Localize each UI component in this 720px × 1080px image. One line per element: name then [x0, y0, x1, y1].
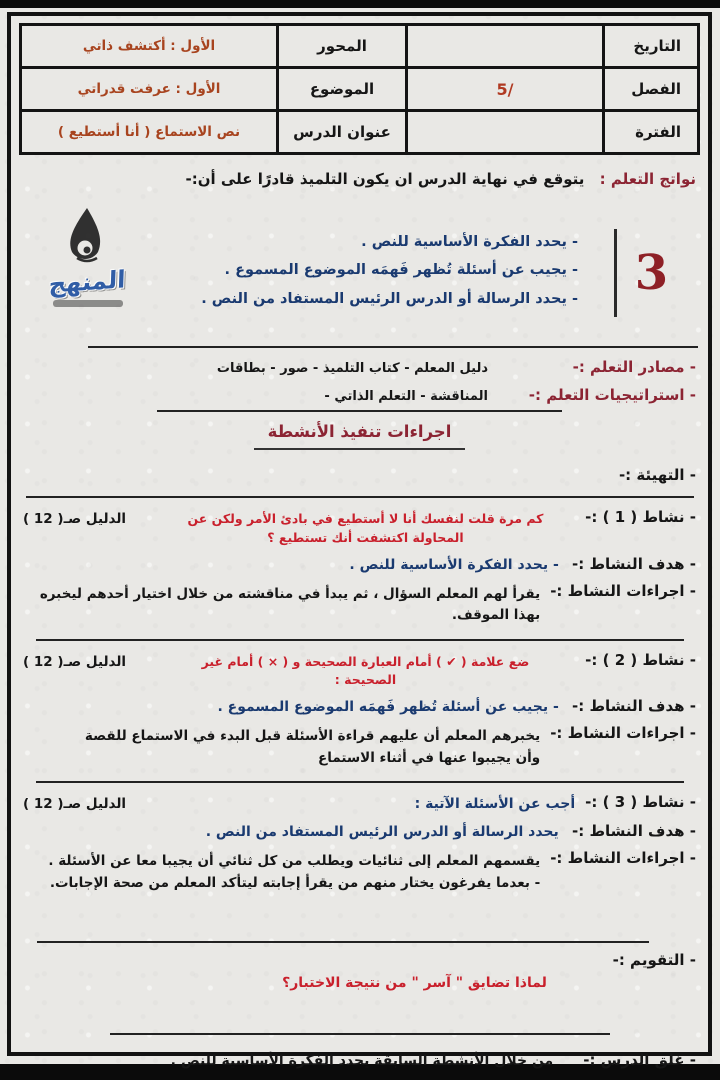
step-line: يقسمهم المعلم إلى ثنائيات ويطلب من كل ثنائي أن يجيبا معا عن الأسئلة . — [48, 853, 541, 870]
activity-3-prompt: أجب عن الأسئلة الآتية : — [414, 796, 576, 813]
activity-1 — [19, 508, 700, 627]
period-label: الفترة — [605, 112, 697, 152]
resources-row — [23, 358, 696, 376]
activity-3 — [19, 793, 700, 894]
goal-label: - هدف النشاط :- — [572, 554, 696, 573]
subject-label: الموضوع — [279, 69, 405, 109]
steps-label: - اجراءات النشاط :- — [550, 849, 696, 868]
period-value — [408, 112, 602, 152]
goal-text: - يحدد الفكرة الأساسية للنص . — [349, 556, 559, 573]
activity-2-prompt: ضع علامة ( ✔ ) أمام العبارة الصحيحة و ( × ) أمام غير الصحيحة : — [201, 653, 530, 688]
evaluation-label: - التقويم :- — [612, 950, 696, 969]
activity-2-guide-ref: الدليل صـ( 12 ) — [23, 653, 127, 670]
warmup-label: - التهيئة :- — [618, 466, 696, 484]
outcomes-list — [137, 212, 582, 334]
axis-label: المحور — [279, 26, 405, 66]
step-line: - بعدما يفرغون يختار منهم من يقرأ إجابته ليتأكد المعلم من صحة الإجابات. — [49, 874, 541, 891]
step-line: يخبرهم المعلم أن عليهم قراءة الأسئلة قبل البدء في الاستماع للقصة وأن يجيبوا عنها في أثناء الاستماع — [84, 728, 541, 766]
activity-2-title: - نشاط ( 2 ) :- — [585, 650, 696, 669]
activity-2-header — [23, 651, 696, 691]
closing-value: من خلال الأنشطة السابقة يحدد الفكرة الأساسية للنص . — [170, 1052, 554, 1069]
steps-label: - اجراءات النشاط :- — [550, 724, 696, 743]
activity-2-steps-row — [23, 724, 696, 769]
subject-value: الأول : عرفت قدراتي — [22, 69, 276, 109]
resources-value: دليل المعلم - كتاب التلميذ - صور - بطاقات — [216, 361, 488, 376]
activity-1-title: - نشاط ( 1 ) :- — [585, 508, 696, 526]
activity-2 — [19, 651, 700, 770]
date-label: التاريخ — [605, 26, 697, 66]
activity-3-guide-ref: الدليل صـ( 12 ) — [23, 796, 127, 813]
goal-text: يحدد الرسالة أو الدرس الرئيس المستفاد من النص . — [205, 824, 559, 841]
outcomes-body — [19, 212, 700, 334]
outcomes-label: نواتج التعلم : — [599, 170, 696, 188]
goal-text: - يجيب عن أسئلة تُظهر فَهمَه الموضوع المسموع . — [217, 699, 559, 716]
divider — [36, 639, 684, 641]
section-divider — [88, 346, 698, 348]
lesson-number-block — [582, 212, 700, 334]
procedures-heading: اجراءات تنفيذ الأنشطة — [254, 422, 466, 450]
activity-1-guide-ref: الدليل صـ( 12 ) — [23, 511, 127, 527]
outcome-item: - يحدد الفكرة الأساسية للنص . — [361, 234, 578, 250]
outcome-item: - يجيب عن أسئلة تُظهر فَهمَه الموضوع المسموع . — [224, 262, 578, 279]
outcomes-intro: يتوقع في نهاية الدرس ان يكون التلميذ قادرًا على أن:- — [185, 170, 585, 188]
document-frame — [7, 12, 712, 1069]
steps-text — [23, 582, 540, 627]
procedures-heading-wrap — [19, 422, 700, 450]
activity-3-goal-row — [23, 822, 696, 840]
logo-wordmark: المنهج — [48, 265, 126, 299]
activity-1-goal-row — [23, 555, 696, 573]
outcomes-header — [23, 170, 696, 188]
activity-1-header — [23, 508, 696, 548]
lesson-title-label: عنوان الدرس — [279, 112, 405, 152]
divider — [157, 410, 562, 412]
goal-label: - هدف النشاط :- — [572, 822, 696, 841]
activity-1-steps-row — [23, 582, 696, 627]
date-value — [408, 26, 602, 66]
class-label: الفصل — [605, 69, 697, 109]
divider — [36, 781, 684, 783]
resources-label: - مصادر التعلم :- — [572, 358, 696, 376]
outcome-item: - يحدد الرسالة أو الدرس الرئيس المستفاد من النص . — [201, 290, 578, 307]
axis-value: الأول : أكتشف ذاتي — [22, 26, 276, 66]
steps-text — [23, 849, 540, 894]
class-value: /5 — [408, 69, 602, 109]
lesson-title-value: نص الاستماع ( أنا أستطيع ) — [22, 112, 276, 152]
calligraphy-drop-icon — [57, 206, 115, 268]
strategies-value: المناقشة - التعلم الذاتي - — [324, 389, 488, 404]
closing-row — [23, 1051, 696, 1069]
manhaj-logo — [19, 212, 137, 334]
evaluation-question: لماذا تضايق " آسر " من نتيجة الاختبار؟ — [282, 974, 547, 991]
goal-label: - هدف النشاط :- — [572, 697, 696, 716]
lesson-number: 3 — [634, 245, 669, 301]
strategies-label: - استراتيجيات التعلم :- — [528, 386, 696, 404]
lesson-info-table — [19, 23, 700, 155]
vertical-divider — [614, 229, 617, 317]
paper-page — [0, 8, 720, 1069]
closing-label: - غلق الدرس :- — [583, 1050, 696, 1069]
strategies-row — [23, 386, 696, 404]
steps-text — [23, 724, 540, 769]
activity-3-header — [23, 793, 696, 815]
logo-underline — [53, 300, 123, 307]
steps-label: - اجراءات النشاط :- — [550, 581, 696, 600]
activity-3-steps-row — [23, 849, 696, 894]
step-line: يقرأ لهم المعلم السؤال ، ثم يبدأ في مناقشته من خلال اختيار أحدهم ليخبره بهذا الموقف. — [39, 585, 541, 624]
divider — [110, 1033, 610, 1035]
activity-1-prompt: كم مرة قلت لنفسك أنا لا أستطيع في بادئ الأمر ولكن عن المحاولة اكتشفت أنك تستطيع ؟ — [187, 511, 544, 545]
activity-3-title: - نشاط ( 3 ) :- — [585, 793, 696, 812]
activity-2-goal-row — [23, 697, 696, 715]
divider — [26, 496, 694, 498]
divider — [37, 941, 649, 943]
